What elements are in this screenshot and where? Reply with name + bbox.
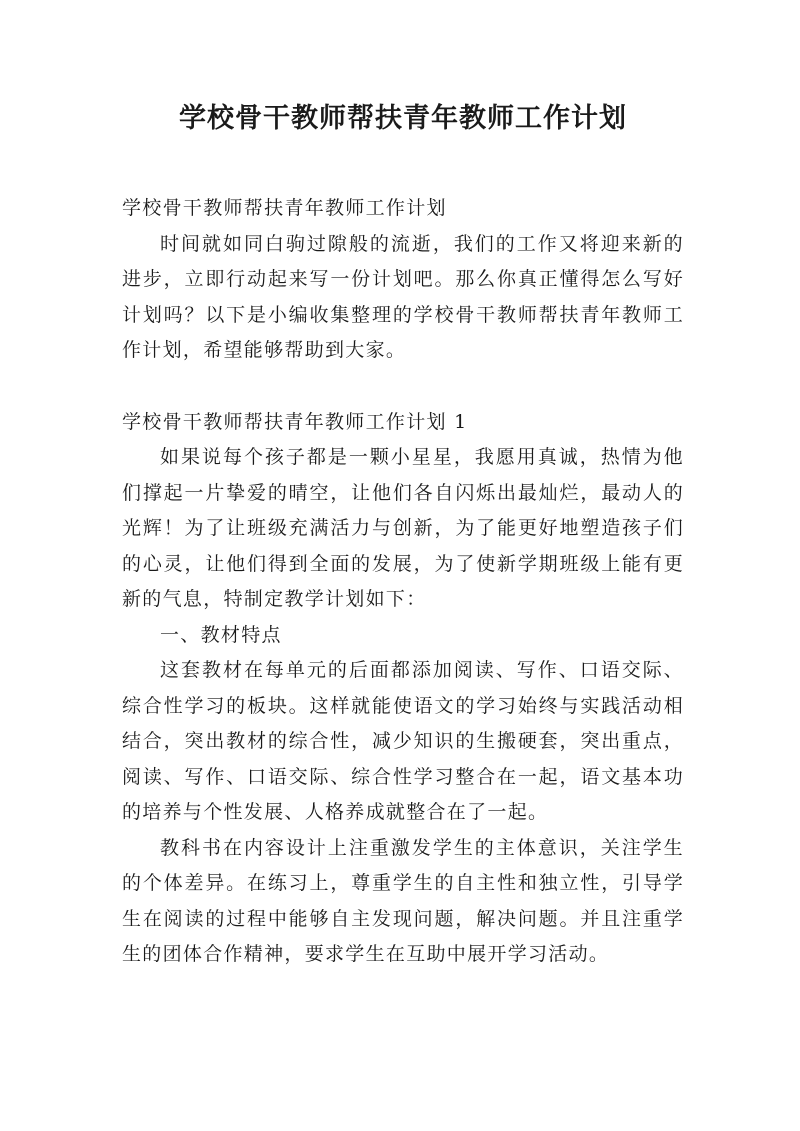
section-heading: 学校骨干教师帮扶青年教师工作计划 1 <box>122 410 468 433</box>
document-title: 学校骨干教师帮扶青年教师工作计划 <box>179 103 627 134</box>
body-paragraph: 教科书在内容设计上注重激发学生的主体意识，关注学生的个体差异。在练习上，尊重学生的自主性和独立性，引导学生在阅读的过程中能够自主发现问题，解决问题。并且注重学生的团体合作精神，要求学生在互助中展开学习活动。 <box>122 836 684 965</box>
intro-paragraph: 时间就如同白驹过隙般的流逝，我们的工作又将迎来新的进步，立即行动起来写一份计划吧。那么你真正懂得怎么写好计划吗？以下是小编收集整理的学校骨干教师帮扶青年教师工作计划，希望能够帮助到大家。 <box>122 232 684 361</box>
list-item-heading: 一、教材特点 <box>160 623 282 646</box>
body-paragraph: 如果说每个孩子都是一颗小星星，我愿用真诚，热情为他们撑起一片挚爱的晴空，让他们各自闪烁出最灿烂，最动人的光辉！为了让班级充满活力与创新，为了能更好地塑造孩子们的心灵，让他们得到全面的发展，为了使新学期班级上能有更新的气息，特制定教学计划如下： <box>122 446 684 610</box>
document-subtitle: 学校骨干教师帮扶青年教师工作计划 <box>122 197 447 219</box>
section-spacer <box>122 369 684 405</box>
body-paragraph: 这套教材在每单元的后面都添加阅读、写作、口语交际、综合性学习的板块。这样就能使语文的学习始终与实践活动相结合，突出教材的综合性，减少知识的生搬硬套，突出重点，阅读、写作、口语交际、综合性学习整合在一起，语文基本功的培养与个性发展、人格养成就整合在了一起。 <box>122 659 684 823</box>
